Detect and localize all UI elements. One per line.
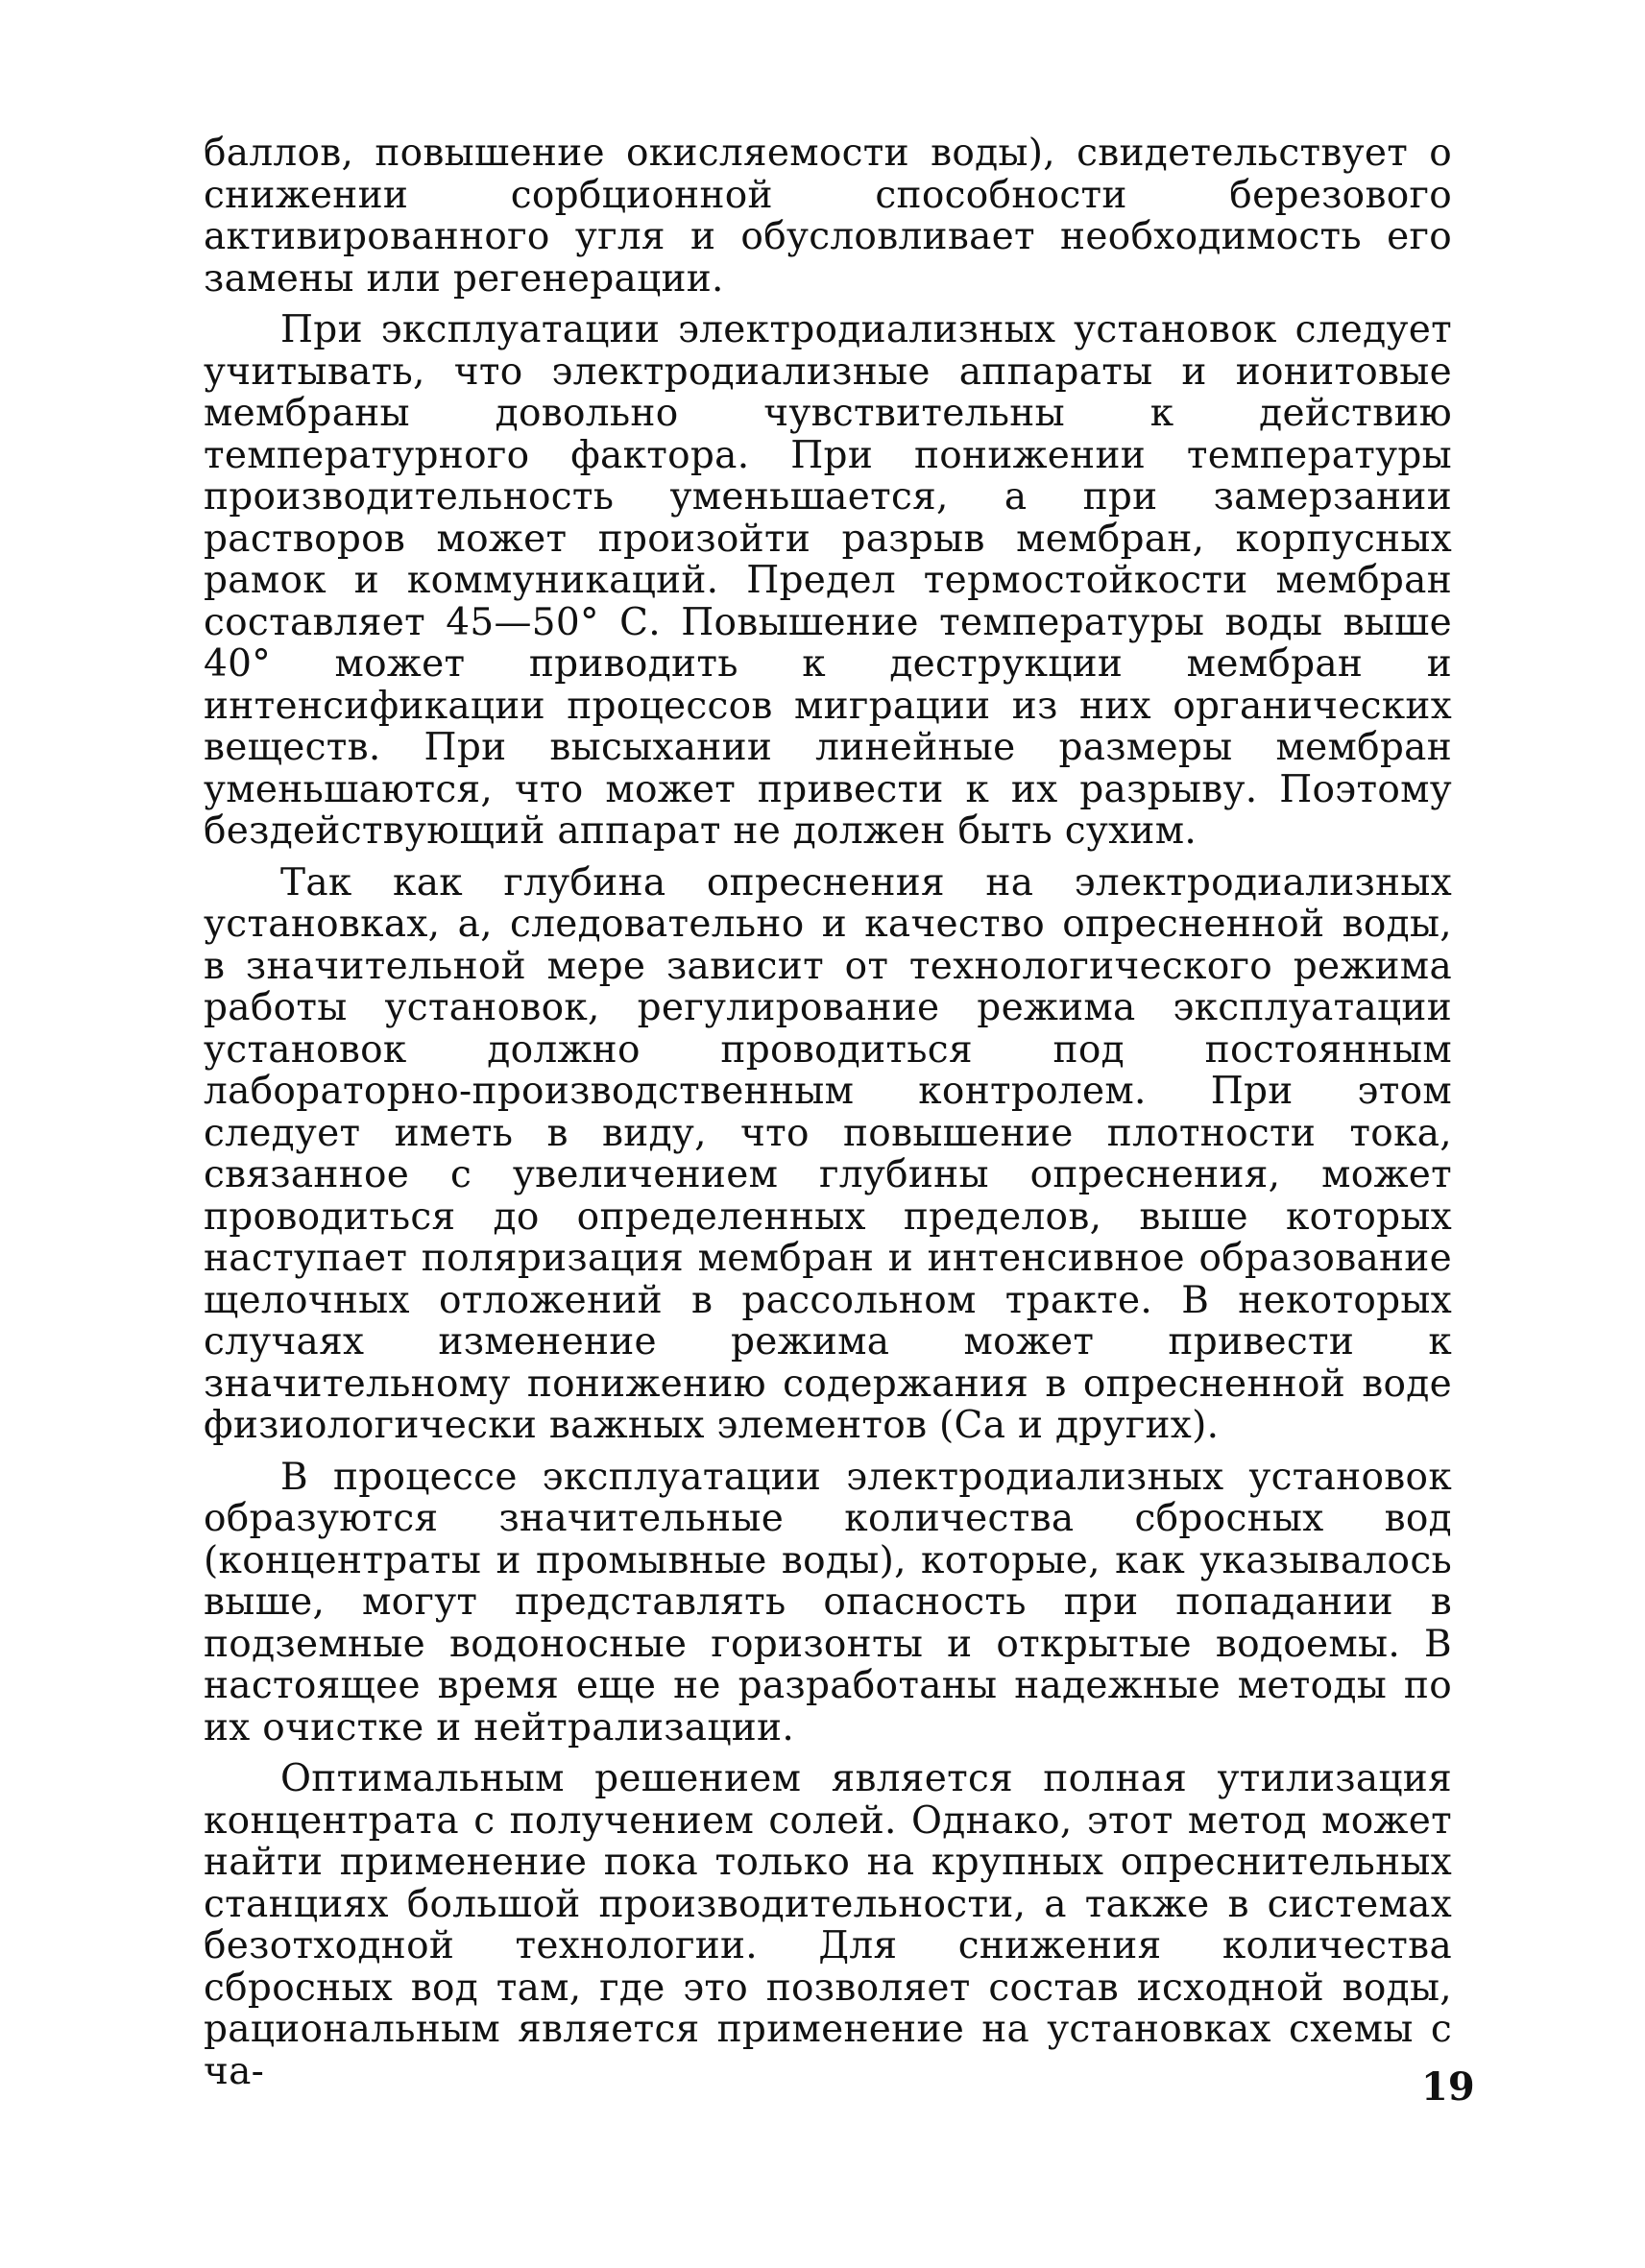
page-number: 19 <box>1421 2064 1475 2110</box>
paragraph-4: В процессе эксплуатации электродиализных установок образуются значительные количества сбросных вод (концентраты и промывные воды), которые, как указывалось выше, могут представлять опасность при попадании в подземные водоносные горизонты и открытые водоемы. В настоящее время еще не разработаны надежные методы по их очистке и нейтрализации. <box>204 1455 1452 1749</box>
paragraph-2: При эксплуатации электродиализных установок следует учитывать, что электродиализные аппараты и ионитовые мембраны довольно чувствительны к действию температурного фактора. При понижении температуры производительность уменьшается, а при замерзании растворов может произойти разрыв мембран, корпусных рамок и коммуникаций. Предел термостойкости мембран составляет 45—50° С. Повышение температуры воды выше 40° может приводить к деструкции мембран и интенсификации процессов миграции из них органических веществ. При высыхании линейные размеры мембран уменьшаются, что может привести к их разрыву. Поэтому бездействующий аппарат не должен быть сухим. <box>204 308 1452 853</box>
paragraph-3: Так как глубина опреснения на электродиализных установках, а, следовательно и качество опресненной воды, в значительной мере зависит от технологического режима работы установок, регулирование режима эксплуатации установок должно проводиться под постоянным лабораторно-производственным контролем. При этом следует иметь в виду, что повышение плотности тока, связанное с увеличением глубины опреснения, может проводиться до определенных пределов, выше которых наступает поляризация мембран и интенсивное образование щелочных отложений в рассольном тракте. В некоторых случаях изменение режима может привести к значительному понижению содержания в опресненной воде физиологически важных элементов (Са и других). <box>204 860 1452 1447</box>
body-text <box>204 133 1452 2102</box>
paragraph-5: Оптимальным решением является полная утилизация концентрата с получением солей. Однако, этот метод может найти применение пока только на крупных опреснительных станциях большой производительности, а также в системах безотходной технологии. Для снижения количества сбросных вод там, где это позволяет состав исходной воды, рациональным является применение на установках схемы с ча- <box>204 1757 1452 2093</box>
paragraph-1: баллов, повышение окисляемости воды), свидетельствует о снижении сорбционной способности березового активированного угля и обусловливает необходимость его замены или регенерации. <box>204 132 1452 301</box>
